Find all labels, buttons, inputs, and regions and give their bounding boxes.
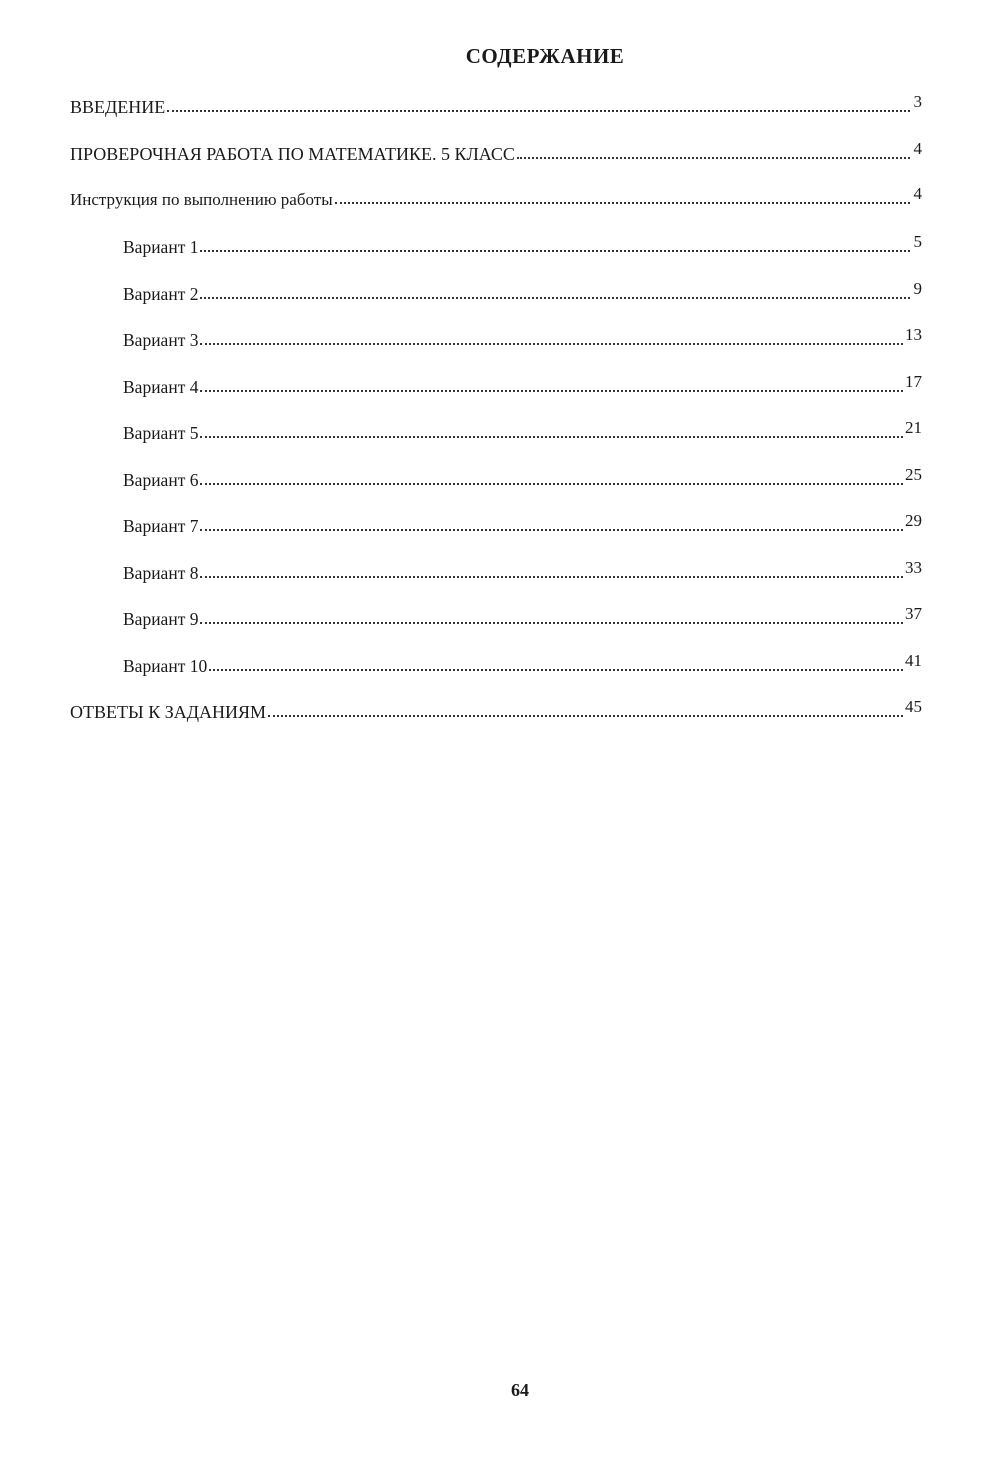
toc-entry-label: Вариант 1: [123, 237, 199, 257]
toc-entry-variant-4[interactable]: [123, 372, 922, 399]
toc-entry-variant-10[interactable]: [123, 651, 922, 678]
toc-entry-page: 3: [913, 92, 922, 111]
toc-entry-label: Вариант 3: [123, 330, 199, 350]
dot-leader: [209, 669, 903, 671]
toc-entry-label: Вариант 7: [123, 516, 199, 536]
dot-leader: [200, 390, 903, 392]
dot-leader: [200, 622, 903, 624]
dot-leader: [200, 436, 903, 438]
dot-leader: [200, 297, 910, 299]
toc-entry-label: ПРОВЕРОЧНАЯ РАБОТА ПО МАТЕМАТИКЕ. 5 КЛАСС: [70, 144, 515, 164]
toc-entry-label: Вариант 6: [123, 470, 199, 490]
toc-entry-page: 4: [913, 139, 922, 158]
toc-entry-variant-1[interactable]: [123, 232, 922, 259]
toc-entry-label: Вариант 4: [123, 377, 199, 397]
toc-entry-introduction[interactable]: [70, 92, 922, 119]
toc-entry-page: 21: [905, 418, 922, 437]
toc-entry-variant-2[interactable]: [123, 279, 922, 306]
toc-entry-variant-6[interactable]: [123, 465, 922, 492]
toc-entry-page: 37: [905, 604, 922, 623]
toc-entry-variant-7[interactable]: [123, 511, 922, 538]
toc-entry-label: ОТВЕТЫ К ЗАДАНИЯМ: [70, 702, 266, 722]
toc-entry-label: Инструкция по выполнению работы: [70, 190, 333, 209]
toc-entry-label: ВВЕДЕНИЕ: [70, 97, 166, 117]
dot-leader: [200, 250, 910, 252]
toc-entry-page: 13: [905, 325, 922, 344]
toc-entry-label: Вариант 5: [123, 423, 199, 443]
page-title: СОДЕРЖАНИЕ: [465, 44, 625, 68]
dot-leader: [200, 529, 903, 531]
toc-entry-label: Вариант 9: [123, 609, 199, 629]
toc-entry-instructions[interactable]: [70, 184, 922, 211]
toc-entry-variant-9[interactable]: [123, 604, 922, 631]
dot-leader: [200, 343, 903, 345]
page-number: 64: [511, 1380, 529, 1400]
dot-leader: [517, 157, 910, 159]
toc-entry-page: 33: [905, 558, 922, 577]
toc-entry-page: 17: [905, 372, 922, 391]
dot-leader: [335, 202, 910, 204]
toc-entry-variant-5[interactable]: [123, 418, 922, 445]
toc-entry-page: 29: [905, 511, 922, 530]
dot-leader: [268, 715, 903, 717]
toc-entry-answers[interactable]: [70, 697, 922, 724]
toc-entry-page: 25: [905, 465, 922, 484]
dot-leader: [167, 110, 910, 112]
toc-entry-test-work[interactable]: [70, 139, 922, 166]
toc-entry-label: Вариант 2: [123, 284, 199, 304]
toc-entry-page: 45: [905, 697, 922, 716]
toc-entry-page: 41: [905, 651, 922, 670]
toc-entry-page: 9: [913, 279, 922, 298]
dot-leader: [200, 576, 903, 578]
dot-leader: [200, 483, 903, 485]
toc-entry-page: 4: [913, 184, 922, 203]
toc-entry-label: Вариант 8: [123, 563, 199, 583]
toc-entry-variant-8[interactable]: [123, 558, 922, 585]
toc-entry-variant-3[interactable]: [123, 325, 922, 352]
toc-entry-label: Вариант 10: [123, 656, 208, 676]
toc-entry-page: 5: [913, 232, 922, 251]
